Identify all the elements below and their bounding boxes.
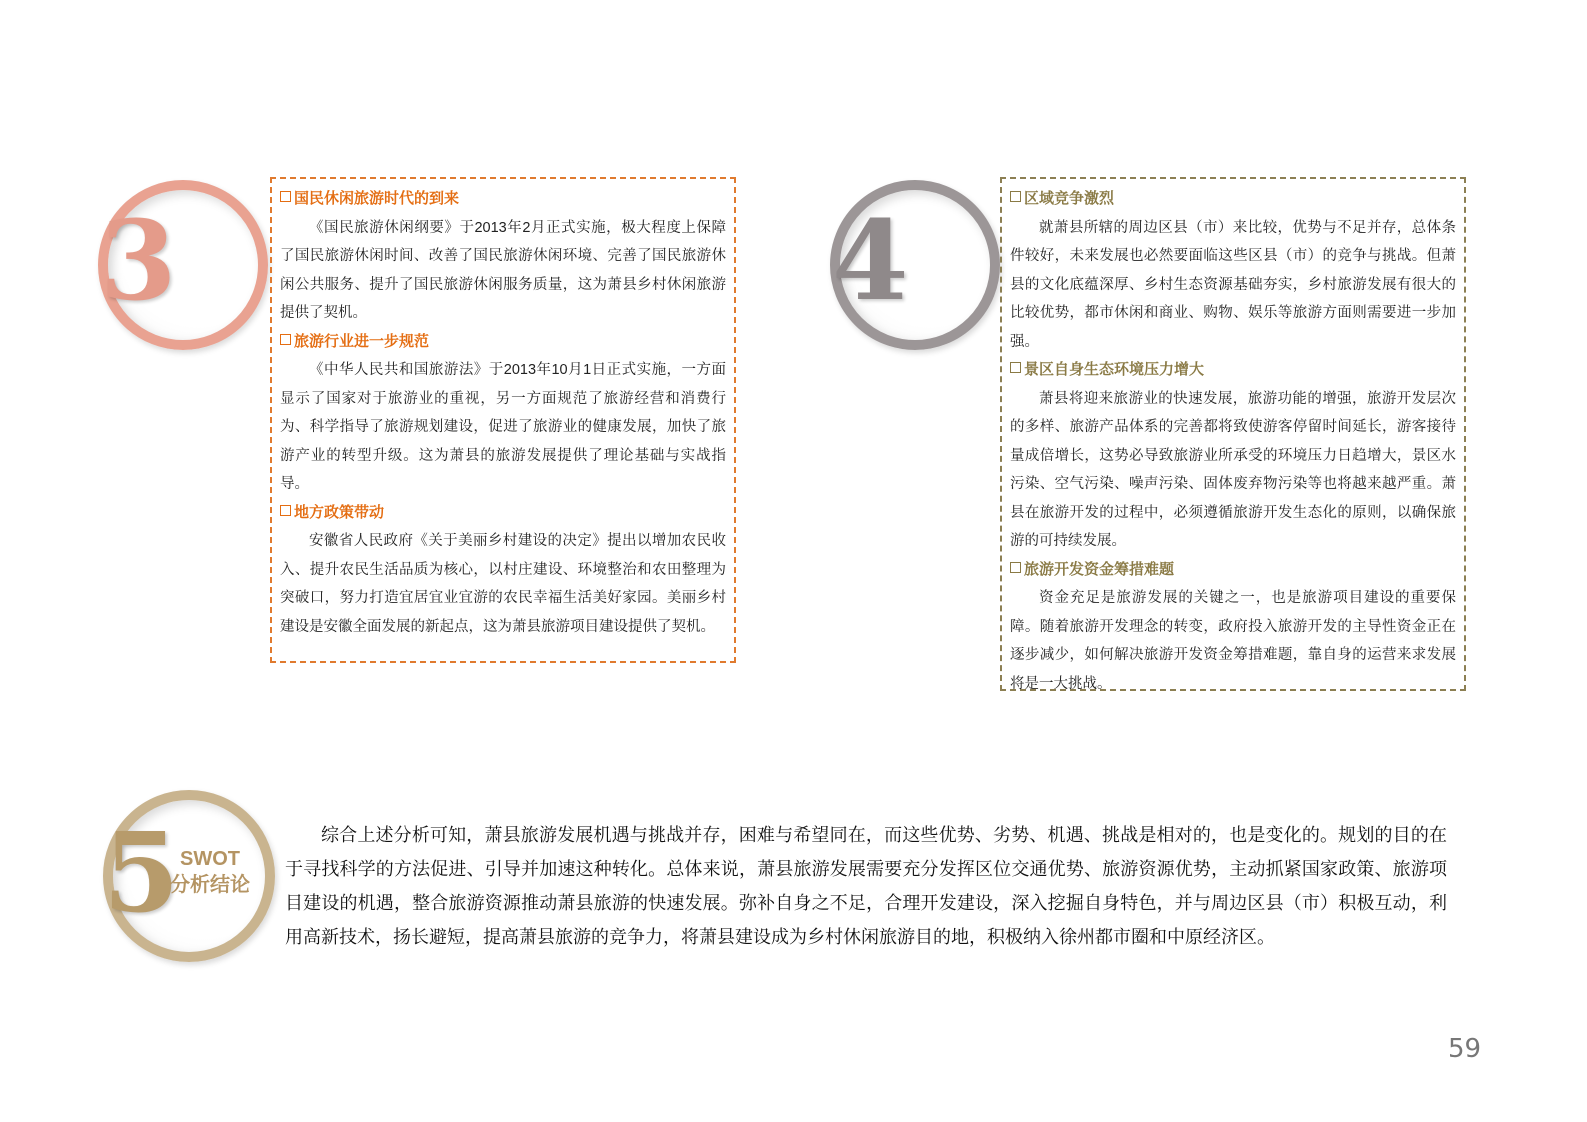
section-4-paragraph-2: 萧县将迎来旅游业的快速发展，旅游功能的增强，旅游开发层次的多样、旅游产品体系的完善都将致使游客停留时间延长，游客接待量成倍增长，这势必导致旅游业所承受的环境压力日趋增大，景区水污染、空气污染、噪声污染、固体废弃物污染等也将越来越严重。萧县在旅游开发的过程中，必须遵循旅游开发生态化的原则，以确保旅游的可持续发展。 [1010, 390, 1456, 549]
swot-conclusion-paragraph: 综合上述分析可知，萧县旅游发展机遇与挑战并存，困难与希望同在，而这些优势、劣势、机遇、挑战是相对的，也是变化的。规划的目的在于寻找科学的方法促进、引导并加速这种转化。总体来说，萧县旅游发展需要充分发挥区位交通优势、旅游资源优势，主动抓紧国家政策、旅游项目建设的机遇，整合旅游资源推动萧县旅游的快速发展。弥补自身之不足，合理开发建设，深入挖掘自身特色，并与周边区县（市）积极互动，利用高新技术，扬长避短，提高萧县旅游的竞争力，将萧县建设成为乡村休闲旅游目的地，积极纳入徐州都市圈和中原经济区。 [285, 825, 1447, 947]
section-4-paragraph-1: 就萧县所辖的周边区县（市）来比较，优势与不足并存，总体条件较好，未来发展也必然要面临这些区县（市）的竞争与挑战。但萧县的文化底蕴深厚、乡村生态资源基础夯实，乡村旅游发展有很大的比较优势，都市休闲和商业、购物、娱乐等旅游方面则需要进一步加强。 [1010, 219, 1456, 350]
swot-label-line2: 分析结论 [170, 874, 250, 896]
checkbox-square-icon [1010, 562, 1021, 573]
section-3-heading-3: 地方政策带动 [280, 499, 726, 528]
section-4-box [1000, 177, 1466, 691]
section-3-number: 3 [100, 196, 177, 325]
checkbox-square-icon [280, 191, 291, 202]
section-3-box [270, 177, 736, 663]
section-3-paragraph-3: 安徽省人民政府《关于美丽乡村建设的决定》提出以增加农民收入、提升农民生活品质为核心，以村庄建设、环境整治和农田整理为突破口，努力打造宜居宜业宜游的农民幸福生活美好家园。美丽乡村建设是安徽全面发展的新起点，这为萧县旅游项目建设提供了契机。 [280, 533, 726, 635]
section-4-heading-3: 旅游开发资金筹措难题 [1010, 556, 1456, 585]
swot-label [160, 846, 260, 898]
page-number: 59 [1448, 1034, 1482, 1064]
section-4-number: 4 [832, 196, 909, 325]
section-4-paragraph-3: 资金充足是旅游发展的关键之一，也是旅游项目建设的重要保障。随着旅游开发理念的转变，政府投入旅游开发的主导性资金正在逐步减少，如何解决旅游开发资金筹措难题，靠自身的运营来求发展将是一大挑战。 [1010, 590, 1456, 692]
section-4-heading-2: 景区自身生态环境压力增大 [1010, 356, 1456, 385]
checkbox-square-icon [280, 505, 291, 516]
section-3-paragraph-1: 《国民旅游休闲纲要》于2013年2月正式实施，极大程度上保障了国民旅游休闲时间、改善了国民旅游休闲环境、完善了国民旅游休闲公共服务、提升了国民旅游休闲服务质量，这为萧县乡村休闲旅游提供了契机。 [280, 219, 726, 321]
section-3-paragraph-2: 《中华人民共和国旅游法》于2013年10月1日正式实施，一方面显示了国家对于旅游业的重视，另一方面规范了旅游经营和消费行为、科学指导了旅游规划建设，促进了旅游业的健康发展，加快了旅游产业的转型升级。这为萧县的旅游发展提供了理论基础与实战指导。 [280, 362, 726, 492]
section-4-heading-1: 区域竞争激烈 [1010, 185, 1456, 214]
checkbox-square-icon [1010, 362, 1021, 373]
section-3-heading-2: 旅游行业进一步规范 [280, 328, 726, 357]
swot-label-line1: SWOT [180, 848, 240, 870]
checkbox-square-icon [1010, 191, 1021, 202]
section-5-number: 5 [103, 808, 180, 937]
checkbox-square-icon [280, 334, 291, 345]
section-3-heading-1: 国民休闲旅游时代的到来 [280, 185, 726, 214]
